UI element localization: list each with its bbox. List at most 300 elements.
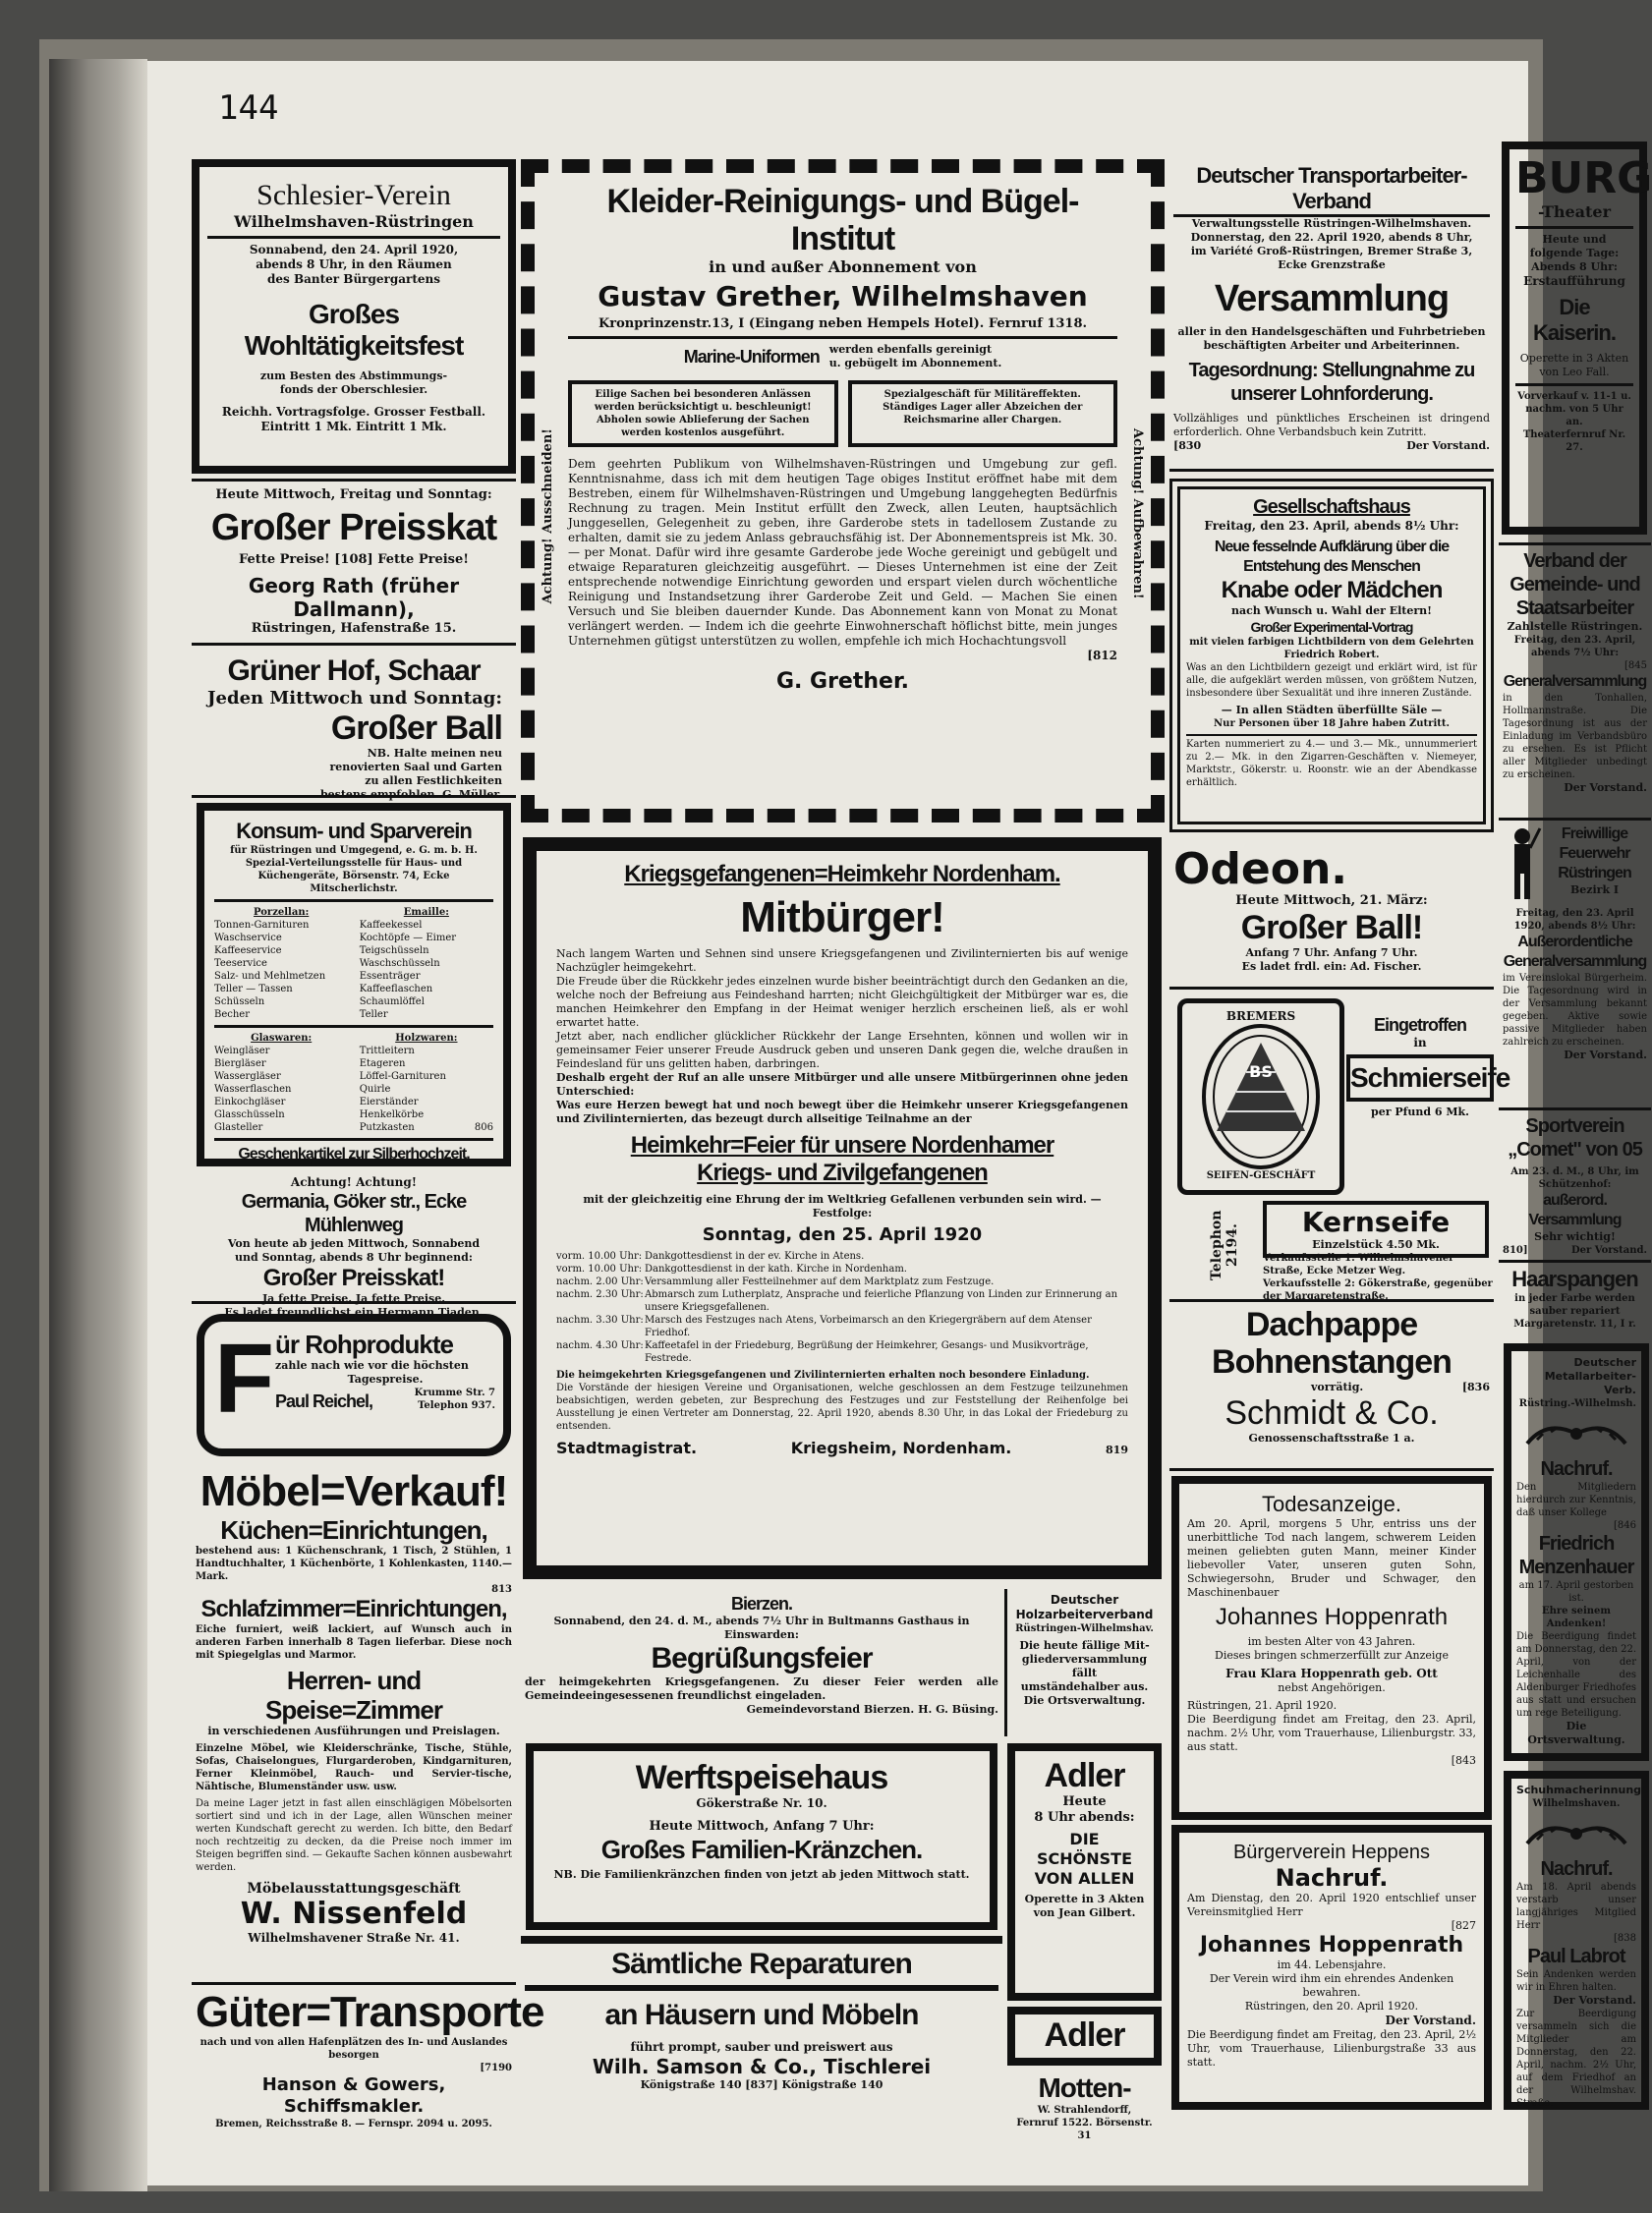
list-item: Schüsseln — [214, 996, 265, 1007]
holzarbeiter-title-1: Deutscher — [1050, 1593, 1119, 1607]
kleider-boxes — [568, 380, 1117, 447]
ad-metallarbeiter — [1504, 1343, 1649, 1761]
gesellschaftshaus-t4: Nur Personen über 18 Jahre haben Zutritt. — [1214, 718, 1450, 729]
ad-rohprodukte — [197, 1314, 511, 1456]
list-item: Kaffeekessel — [359, 920, 423, 931]
ad-sportverein-comet — [1499, 1107, 1651, 1255]
kleider-box1-4: werden kostenlos ausgeführt. — [621, 427, 785, 438]
moebel-ref-1: 813 — [491, 1584, 512, 1595]
moebel-text-2: Eiche furniert, weiß lackiert, auf Wunsch auch in anderen Farben innerhalb 8 Tagen lieferbar. Diese noch mit Spiegelglas und Marmor. — [196, 1624, 512, 1661]
schlesier-program: Reichh. Vortragsfolge. Grosser Festball. — [221, 405, 486, 419]
konsum-sub-1: für Rüstringen und Umgegend, e. G. m. b. H. — [230, 845, 478, 856]
seifen-stores — [1263, 1252, 1494, 1303]
kleider-side-left: Achtung! Ausschneiden! — [541, 428, 555, 604]
reparaturen-text: führt prompt, sauber und preiswert aus — [630, 2040, 893, 2054]
burg-when-2: folgende Tage: — [1529, 247, 1620, 259]
program-text: Kaffeetafel in der Friedeburg, Begrüßung der Heimkehrer, Gesangs- und Musikvorträge, Festrede. — [645, 1340, 1089, 1364]
gueter-address: Bremen, Reichsstraße 8. — Fernspr. 2094 u. 2095. — [215, 2119, 492, 2129]
transport-sub: Verwaltungsstelle Rüstringen-Wilhelmshaven. — [1191, 217, 1472, 230]
buergerverein-text: Am Dienstag, den 20. April 1920 entschlief unser Vereinsmitglied Herr — [1187, 1892, 1476, 1918]
burg-play: Die Kaiserin. — [1533, 295, 1616, 345]
preisskat-address: Rüstringen, Hafenstraße 15. — [251, 621, 457, 636]
nordenham-date: Sonntag, den 25. April 1920 — [702, 1224, 983, 1245]
schuhmacher-honor: Sein Andenken werden wir in Ehren halten. — [1516, 1969, 1636, 1993]
program-time: nachm. 2.30 Uhr: — [556, 1289, 644, 1300]
ad-nordenham-heimkehr — [523, 837, 1162, 1579]
ad-gruener-hof — [192, 651, 516, 801]
ad-gesellschaftshaus — [1169, 479, 1494, 832]
schuhmacher-text: Am 18. April abends verstarb unser langjähriges Mitglied Herr — [1516, 1882, 1636, 1931]
program-text: Marsch des Festzuges nach Atens, Vorbeimarsch an den Kriegergräbern auf dem Atenser Friedhof. — [645, 1315, 1092, 1338]
program-row — [556, 1288, 1128, 1314]
program-row — [556, 1339, 1128, 1365]
ad-holzarbeiter — [1004, 1589, 1162, 1736]
list-item: Waschschüsseln — [359, 958, 440, 969]
list-item: Putzkasten — [359, 1122, 415, 1133]
list-item: Teigschüsseln — [359, 945, 429, 956]
schlesier-place: Wilhelmshaven-Rüstringen — [234, 212, 474, 231]
burg-note-1: Operette in 3 Akten — [1519, 352, 1629, 365]
schlesier-purpose-1: zum Besten des Abstimmungs- — [259, 369, 448, 382]
program-row — [556, 1314, 1128, 1339]
konsum-list-2 — [214, 1032, 493, 1134]
dachpappe-firm: Schmidt & Co. — [1225, 1394, 1439, 1432]
todesanzeige-notice: Dieses bringen schmerzerfüllt zur Anzeige — [1215, 1649, 1449, 1662]
holzarbeiter-text-1: Die heute fällige Mit- — [1019, 1639, 1150, 1652]
feuerwehr-title-1: Freiwillige — [1561, 825, 1628, 842]
adler2-title: Adler — [1044, 2016, 1125, 2054]
schlesier-purpose-2: fonds der Oberschlesier. — [279, 383, 428, 396]
transport-signer: Der Vorstand. — [1406, 439, 1490, 452]
feuerwehr-bezirk: Bezirk I — [1569, 883, 1620, 896]
newspaper-page — [147, 61, 1652, 2185]
adler1-play-1: DIE — [1069, 1830, 1100, 1848]
ad-konsum-verein — [197, 803, 511, 1166]
list-item: Essenträger — [359, 971, 421, 982]
gueter-firm: Hanson & Gowers, Schiffsmakler. — [261, 2074, 446, 2117]
metallarbeiter-title-1: Deutscher — [1573, 1356, 1636, 1369]
feuerwehr-signer: Der Vorstand. — [1564, 1049, 1647, 1061]
ad-werftspeisehaus — [526, 1743, 997, 1930]
program-row — [556, 1263, 1128, 1276]
gesellschaftshaus-h4: Großer Experimental-Vortrag — [1250, 619, 1413, 635]
program-text: Abmarsch zum Lutherplatz, Ansprache und feierliche Pflanzung von Linden zur Erinnerung an unsere Kriegsgefallenen. — [645, 1289, 1118, 1313]
moebel-text-1: bestehend aus: 1 Küchenschrank, 1 Tisch, 2 Stühlen, 1 Handtuchhalter, 1 Küchenbörte, 1 Kohlenkasten, 1140.— Mark. — [196, 1546, 512, 1582]
odeon-title: Odeon. — [1173, 844, 1348, 894]
seifen-price-1: per Pfund 6 Mk. — [1371, 1106, 1469, 1118]
gesellschaftshaus-h2: Knabe oder Mädchen — [1221, 577, 1443, 603]
ad-bierzen — [521, 1589, 1002, 1736]
konsum-head-porzellan: Porzellan: — [254, 907, 310, 918]
seifen-logo-bottom: SEIFEN-GESCHÄFT — [1206, 1170, 1316, 1181]
list-item: Eierständer — [359, 1097, 419, 1107]
ad-adler-1 — [1007, 1743, 1162, 2001]
nordenham-program — [556, 1250, 1128, 1365]
motten-title: Motten- — [1038, 2072, 1131, 2103]
rohprodukte-text — [275, 1330, 495, 1412]
moebel-text-4: Einzelne Möbel, wie Kleiderschränke, Tische, Stühle, Sofas, Chaiselongues, Flurgarderoben, Kindgarnituren, Ferner Kleinmöbel, Rauch- und Servier-tische, Nähtische, Blumenständer usw. usw. — [196, 1743, 512, 1792]
metallarbeiter-title-3: Rüstring.-Wilhelmsh. — [1518, 1398, 1636, 1409]
odeon-when: Heute Mittwoch, 21. März: — [1235, 893, 1428, 908]
transport-line-3: Ecke Grenzstraße — [1278, 258, 1386, 271]
werft-title: Werftspeisehaus — [635, 1759, 888, 1796]
nordenham-p8: Die Vorstände der hiesigen Vereine und Organisationen, welche geschlossen an dem Festzuge teilzunehmen beabsichtigen, werden gebeten, zur Besprechung des Festzuges und zur Feststellung der Reihenfolge bei Ausstellung je einen Vertreter am Donnerstag, 22. April 1920, abends 8.30 Uhr, in das Lokal der Friedeburg zu entsenden. — [556, 1383, 1128, 1432]
ad-preisskat-rath — [192, 479, 516, 646]
list-item: Einkochgläser — [214, 1097, 286, 1107]
dachpappe-t3: vorrätig. — [1311, 1381, 1364, 1393]
list-item: Teller — [359, 1009, 388, 1020]
list-item: Weingläser — [214, 1046, 270, 1056]
nordenham-p4: Deshalb ergeht der Ruf an alle unsere Mitbürger und alle unsere Mitbürgerinnen ohne jeden Unterschied: — [556, 1071, 1128, 1098]
moebel-text-3: in verschiedenen Ausführungen und Preislagen. — [207, 1725, 500, 1737]
divider — [214, 1025, 493, 1028]
seifen-logo-mark: BS — [1249, 1062, 1273, 1081]
verband-ref: [845 — [1624, 660, 1647, 671]
ad-reparaturen — [521, 1936, 1002, 2113]
gruener-hof-when: Jeden Mittwoch und Sonntag: — [207, 688, 502, 709]
program-time: nachm. 3.30 Uhr: — [556, 1315, 644, 1326]
reparaturen-address: Königstraße 140 [837] Königstraße 140 — [640, 2078, 883, 2091]
konsum-footer: Geschenkartikel zur Silberhochzeit. — [238, 1146, 470, 1163]
divider — [568, 336, 1117, 339]
haarspangen-text: in jeder Farbe werden sauber repariert Margaretenstr. 11, I r. — [1513, 1293, 1636, 1330]
kleider-marine-note-2: u. gebügelt im Abonnement. — [828, 357, 1002, 369]
bierzen-line: Sonnabend, den 24. d. M., abends 7½ Uhr in Bultmanns Gasthaus in Einswarden: — [553, 1615, 970, 1641]
reparaturen-sub: an Häusern und Möbeln — [604, 1999, 919, 2031]
transport-who: aller in den Handelsgeschäften und Fuhrbetrieben beschäftigten Arbeiter und Arbeiterinnen. — [1177, 325, 1486, 352]
gruener-hof-title: Grüner Hof, Schaar — [227, 654, 481, 687]
list-item-row — [360, 1121, 493, 1134]
kleider-marine-note-1: werden ebenfalls gereinigt — [828, 343, 993, 356]
kleider-box2-2: Ständiges Lager aller Abzeichen der — [883, 402, 1083, 413]
divider — [214, 899, 493, 902]
list-item: Etageren — [359, 1058, 406, 1069]
schlesier-event: Großes Wohltätigkeitsfest — [244, 299, 464, 361]
ad-germania — [192, 1171, 516, 1319]
transport-title: Deutscher Transportarbeiter-Verband — [1173, 163, 1490, 217]
bierzen-place: Bierzen. — [730, 1594, 793, 1614]
ad-todesanzeige — [1171, 1476, 1492, 1820]
ad-burg-theater — [1502, 142, 1652, 535]
rohprodukte-body — [212, 1324, 495, 1434]
program-time: nachm. 4.30 Uhr: — [556, 1340, 644, 1351]
bierzen-text: der heimgekehrten Kriegsgefangenen. Zu dieser Feier werden alle Gemeindeeingesessenen freundlichst eingeladen. — [525, 1675, 998, 1702]
burg-when-4: Erstaufführung — [1523, 274, 1625, 288]
burg-note-2: von Leo Fall. — [1539, 366, 1610, 378]
burg-sale-1: Vorverkauf v. 11-1 u. — [1517, 391, 1631, 402]
nordenham-p6: mit der gleichzeitig eine Ehrung der im Weltkrieg Gefallenen verbunden sein wird. — Festfolge: — [583, 1193, 1102, 1220]
sportverein-note: Sehr wichtig! — [1534, 1230, 1616, 1243]
metallarbeiter-text: Den Mitgliedern hierdurch zur Kenntnis, daß unser Kollege — [1516, 1482, 1636, 1518]
divider — [1515, 226, 1633, 229]
motten-line: W. Strahlendorff, — [1037, 2105, 1132, 2116]
list-item: Quirle — [359, 1084, 391, 1095]
dachpappe-t2: Bohnenstangen — [1212, 1343, 1452, 1381]
ad-odeon — [1169, 842, 1494, 990]
haarspangen-title: Haarspangen — [1511, 1267, 1638, 1291]
rohprodukte-text-2: Tagespreise. — [347, 1373, 424, 1386]
sportverein-signer: Der Vorstand. — [1570, 1245, 1647, 1256]
wreath-icon — [1517, 1414, 1635, 1453]
todesanzeige-burial: Die Beerdigung findet am Freitag, den 23. April, nachm. 2½ Uhr, vom Trauerhause, Lilienburgstr. 33, aus statt. — [1187, 1713, 1476, 1753]
gesellschaftshaus-t5: Karten nummeriert zu 4.— und 3.— Mk., unnummeriert zu 2.— Mk. in den Zigarren-Geschäften v. Niemeyer, Marktstr., Gökerstr. u. Roonstr. wie an der Abendkasse erhältlich. — [1186, 734, 1477, 789]
schlesier-line-2: abends 8 Uhr, in den Räumen — [256, 257, 452, 271]
preisskat-host: Georg Rath (früher Dallmann), — [248, 574, 460, 621]
holzarbeiter-title-3: Rüstringen-Wilhelmshav. — [1015, 1623, 1154, 1634]
nordenham-head: Kriegsgefangenen=Heimkehr Nordenham. — [624, 861, 1060, 887]
bierzen-event: Begrüßungsfeier — [651, 1642, 873, 1674]
gesellschaftshaus-t3: — In allen Städten überfüllte Säle — — [1221, 704, 1443, 716]
odeon-times: Anfang 7 Uhr. Anfang 7 Uhr. — [1245, 946, 1418, 959]
kleider-owner: Gustav Grether, Wilhelmshaven — [598, 280, 1088, 312]
holzarbeiter-signer: Die Ortsverwaltung. — [1023, 1694, 1146, 1707]
program-time: vorm. 10.00 Uhr: — [556, 1264, 643, 1275]
werft-address: Gökerstraße Nr. 10. — [696, 1796, 827, 1810]
program-row — [556, 1250, 1128, 1263]
feuerwehr-title-3: Rüstringen — [1558, 865, 1631, 881]
konsum-sub-2: Spezial-Verteilungsstelle für Haus- und — [245, 858, 463, 869]
feuerwehr-when: Freitag, den 23. April 1920, abends 8½ Uhr: — [1513, 908, 1636, 932]
werft-event: Großes Familien-Kränzchen. — [600, 1835, 923, 1864]
moebel-firm: W. Nissenfeld — [240, 1897, 468, 1931]
metallarbeiter-honor: Ehre seinem Andenken! — [1541, 1606, 1611, 1629]
metallarbeiter-nachruf: Nachruf. — [1540, 1458, 1613, 1480]
ad-buergerverein-heppens — [1171, 1825, 1492, 2110]
list-item: Kaffeeflaschen — [359, 984, 433, 994]
gesellschaftshaus-when: Freitag, den 23. April, abends 8½ Uhr: — [1204, 519, 1459, 533]
list-item: Kochtöpfe — Eimer — [359, 933, 457, 943]
ad-freiwillige-feuerwehr — [1499, 818, 1651, 1103]
gesellschaftshaus-h3: nach Wunsch u. Wahl der Eltern! — [1230, 604, 1433, 617]
kleider-box1-3: Abholen sowie Ablieferung der Sachen — [596, 415, 810, 426]
nordenham-signers — [556, 1439, 1128, 1458]
buergerverein-dateline: Rüstringen, den 20. April 1920. — [1244, 2000, 1419, 2013]
adler1-note-2: von Jean Gilbert. — [1033, 1906, 1136, 1919]
gesellschaftshaus-title: Gesellschaftshaus — [1253, 496, 1410, 518]
seifen-store-1: Verkaufsstelle 1: Wilhelmshavener Straße, Ecke Metzer Weg. — [1263, 1253, 1454, 1277]
metallarbeiter-signer: Die Ortsverwaltung. — [1527, 1720, 1625, 1746]
werft-note: NB. Die Familienkränzchen finden von jetzt ab jeden Mittwoch statt. — [553, 1868, 970, 1881]
dachpappe-ref: [836 — [1461, 1381, 1490, 1393]
konsum-sub-3: Küchengeräte, Börsenstr. 74, Ecke Mitscherlichstr. — [257, 871, 450, 894]
moebel-heading-1: Küchen=Einrichtungen, — [220, 1515, 487, 1545]
schuhmacher-title-2: Wilhelmshaven. — [1532, 1798, 1621, 1809]
moebel-address: Wilhelmshavener Straße Nr. 41. — [248, 1931, 460, 1945]
adler1-title: Adler — [1044, 1757, 1125, 1794]
divider — [207, 236, 500, 239]
gruener-hof-note: NB. Halte meinen neu renovierten Saal und Garten zu allen Festlichkeiten bestens empfohlen. G. Müller. — [319, 747, 502, 801]
kleider-box2-3: Reichsmarine aller Chargen. — [903, 415, 1062, 426]
seifen-arrived-2: in — [1413, 1036, 1427, 1050]
germania-prizes: Ja fette Preise. Ja fette Preise. — [261, 1292, 446, 1305]
buergerverein-signer: Der Vorstand. — [1385, 2014, 1476, 2027]
rohprodukte-contact — [275, 1387, 495, 1412]
schuhmacher-nachruf: Nachruf. — [1540, 1858, 1613, 1880]
rohprodukte-text-1: zahle nach wie vor die höchsten — [275, 1359, 469, 1372]
rohprodukte-initial: F — [213, 1324, 274, 1434]
burg-when-3: Abends 8 Uhr: — [1531, 260, 1618, 273]
todesanzeige-ref: [843 — [1451, 1754, 1476, 1767]
ad-adler-2 — [1007, 2007, 1162, 2066]
adler1-when-2: 8 Uhr abends: — [1034, 1810, 1135, 1825]
divider — [1515, 383, 1633, 386]
seifen-kernseife-box — [1263, 1201, 1489, 1258]
kleider-ref: [812 — [1087, 649, 1117, 662]
reparaturen-title: Sämtliche Reparaturen — [525, 1948, 998, 1991]
ad-dachpappe — [1169, 1299, 1494, 1471]
todesanzeige-age: im besten Alter von 43 Jahren. — [1247, 1635, 1416, 1648]
kleider-sub: in und außer Abonnement von — [709, 257, 977, 276]
nordenham-signer-1: Stadtmagistrat. — [556, 1439, 698, 1457]
metallarbeiter-name-2: Menzenhauer — [1518, 1557, 1634, 1578]
burg-title: BURG — [1515, 153, 1652, 203]
todesanzeige-name: Johannes Hoppenrath — [1215, 1604, 1449, 1630]
dachpappe-t1: Dachpappe — [1245, 1306, 1418, 1343]
seifen-store-2: Verkaufsstelle 2: Gökerstraße, gegenüber der Margaretenstraße. — [1263, 1278, 1493, 1302]
transport-line-2: im Variété Groß-Rüstringen, Bremer Straße 3, — [1190, 245, 1473, 257]
list-item: Tonnen-Garnituren — [214, 920, 310, 931]
kleider-box-1 — [568, 380, 838, 447]
konsum-col-holzwaren — [360, 1032, 493, 1134]
kleider-marine-note — [829, 343, 1002, 370]
konsum-col-porzellan — [214, 906, 348, 1021]
sportverein-event: außerord. Versammlung — [1528, 1192, 1622, 1228]
transport-line-1: Donnerstag, den 22. April 1920, abends 8 Uhr, — [1190, 231, 1473, 244]
list-item: Becher — [214, 1009, 251, 1020]
buergerverein-ref: [827 — [1451, 1919, 1476, 1932]
todesanzeige-signer-2: nebst Angehörigen. — [1278, 1681, 1386, 1694]
program-row — [556, 1276, 1128, 1288]
gueter-text: nach und von allen Hafenplätzen des In- und Auslandes besorgen — [199, 2037, 508, 2061]
werft-when: Heute Mittwoch, Anfang 7 Uhr: — [649, 1819, 875, 1834]
sportverein-title: Sportverein „Comet" von 05 — [1508, 1115, 1642, 1161]
feuerwehr-titles — [1542, 824, 1647, 897]
list-item: Wasserflaschen — [214, 1084, 292, 1095]
verband-title: Verband der Gemeinde- und Staatsarbeiter — [1510, 550, 1640, 619]
adler1-when-1: Heute — [1062, 1794, 1107, 1809]
verband-signer: Der Vorstand. — [1564, 781, 1647, 794]
moebel-heading-2: Schlafzimmer=Einrichtungen, — [200, 1596, 507, 1622]
rohprodukte-phone: Telephon 937. — [418, 1400, 495, 1411]
germania-invite: Es ladet freundlichst ein Hermann Tjaden. — [224, 1306, 484, 1319]
nordenham-ref: 819 — [1106, 1444, 1128, 1456]
buergerverein-age: im 44. Lebensjahre. — [1277, 1958, 1387, 1971]
gueter-title: Güter=Transporte — [196, 1988, 544, 2036]
todesanzeige-signer-1: Frau Klara Hoppenrath geb. Ott — [1225, 1667, 1438, 1680]
germania-line-1: Von heute ab jeden Mittwoch, Sonnabend — [227, 1237, 481, 1250]
ad-haarspangen — [1499, 1260, 1651, 1338]
feuerwehr-text: im Vereinslokal Bürgerheim. Die Tagesordnung wird in der Versammlung bekannt gegeben. Aktive sowie passive Mitglieder haben zahlreich zu erscheinen. — [1503, 973, 1647, 1048]
soap-logo-icon — [1182, 1003, 1339, 1190]
konsum-title: Konsum- und Sparverein — [236, 819, 472, 843]
metallarbeiter-died: am 17. April gestorben ist. — [1518, 1580, 1634, 1604]
adler1-note-1: Operette in 3 Akten — [1024, 1893, 1145, 1905]
feuerwehr-event: Außerordentliche Generalversammlung — [1503, 934, 1647, 970]
kleider-body: Dem geehrten Publikum von Wilhelmshaven-Rüstringen und Umgebung zur gefl. Kenntnisnahme, dass ich mit dem heutigen Tage obiges Institut eröffnet habe mit dem Bestreben, einem für Wilhelmshaven-Rüstringen und Umgebung langgehegten Bedürfnis Rechnung zu tragen. Mein Institut erfüllt den Zweck, allen Leuten, hauptsächlich Junggesellen, Gelegenheit zu geben, ihre Garderobe stets in tadellosem Zustande zu erhalten, damit sie zu jedem Anlass gebrauchsfähig ist. Der Abonnementspreis ist Mk. 30.— per Monat. Dafür wird ihre gesamte Garderobe jede Woche gereinigt und gebügelt und etwaige Reparaturen gleichzeitig ausgeführt. — Dieses Unternehmen ist eine der Zeit entsprechende notwendige Einrichtung geworden und erspart vielen durch wöchentliche Reinigung und Instandsetzung ihrer Garderobe Zeit und Geld. — Machen Sie einen Versuch und Sie bleiben dauernder Kunde. Das Abonnement kann von Monat zu Monat verlängert werden. — Indem ich die geehrte Einwohnerschaft höflichst bitte, mein junges Unternehmen gütigst unterstützen zu wollen, empfehle ich mich Hochachtungsvoll — [568, 457, 1117, 648]
ad-moebel-verkauf — [192, 1464, 516, 1975]
germania-attention: Achtung! Achtung! — [290, 1175, 418, 1189]
konsum-head-emaille: Emaille: — [403, 907, 449, 918]
divider — [214, 1138, 493, 1141]
moebel-title: Möbel=Verkauf! — [199, 1467, 508, 1515]
kleider-side-right: Achtung! Aufbewahren! — [1130, 428, 1145, 599]
germania-event: Großer Preisskat! — [262, 1265, 445, 1291]
transport-footer — [1173, 439, 1490, 453]
todesanzeige-dateline: Rüstringen, 21. April 1920. — [1187, 1699, 1338, 1712]
metallarbeiter-name-1: Friedrich — [1538, 1533, 1615, 1555]
germania-title: Germania, Göker str., Ecke Mühlenweg — [241, 1191, 467, 1236]
metallarbeiter-title-2: Metallarbeiter-Verb. — [1544, 1370, 1636, 1396]
nordenham-event-1: Heimkehr=Feier für unsere Nordenhamer — [630, 1132, 1054, 1159]
gruener-hof-event: Großer Ball — [330, 709, 502, 747]
rohprodukte-title: ür Rohprodukte — [275, 1330, 453, 1359]
adler1-play-3: VON ALLEN — [1034, 1869, 1135, 1888]
ad-schlesier-verein — [192, 159, 516, 474]
schlesier-line-3: des Banter Bürgergartens — [267, 272, 440, 286]
schlesier-title: Schlesier-Verein — [256, 179, 451, 211]
list-item: Henkelkörbe — [359, 1109, 425, 1120]
motten-address: Fernruf 1522. Börsenstr. 31 — [1016, 2118, 1153, 2141]
kleider-title: Kleider-Reinigungs- und Bügel-Institut — [606, 183, 1079, 257]
kleider-marine-row — [568, 343, 1117, 370]
list-item: Glasteller — [214, 1122, 263, 1133]
moebel-text-5: Da meine Lager jetzt in fast allen einschlägigen Möbelsorten sortiert sind und ich in der Lage, allen Wünschen meiner werten Kundschaft gerecht zu werden. Ich bitte, den Bedarf noch rechtzeitig zu decken, da die Preise noch immer im Steigen begriffen sind. — Gekaufte Sachen können ausbewahrt werden. — [196, 1798, 512, 1873]
seifen-phone: Telephon 2194. — [1209, 1210, 1240, 1280]
kleider-address: Kronprinzenstr.13, I (Eingang neben Hempels Hotel). Fernruf 1318. — [598, 316, 1088, 331]
ad-verband-gemeindearbeiter — [1499, 542, 1651, 813]
odeon-invite: Es ladet frdl. ein: Ad. Fischer. — [1241, 960, 1422, 973]
transport-ref: [830 — [1173, 439, 1202, 452]
list-item: Wassergläser — [214, 1071, 281, 1082]
seifen-logo-top: BREMERS — [1225, 1009, 1296, 1023]
preisskat-title: Großer Preisskat — [210, 507, 497, 548]
metallarbeiter-burial: Die Beerdigung findet am Donnerstag, den 22. April, von der Leichenhalle des Aldenburger Friedhofes aus statt und ersuchen um rege Beteiligung. — [1516, 1631, 1636, 1719]
moebel-firm-label: Möbelausstattungsgeschäft — [247, 1881, 461, 1897]
schuhmacher-ref: [838 — [1614, 1933, 1636, 1944]
reparaturen-firm: Wilh. Samson & Co., Tischlerei — [592, 2055, 932, 2078]
konsum-col-glaswaren — [214, 1032, 348, 1134]
list-item: Löffel-Garnituren — [359, 1071, 446, 1082]
odeon-event: Großer Ball! — [1240, 909, 1423, 946]
holzarbeiter-text-3: umständehalber aus. — [1020, 1680, 1149, 1693]
program-time: vorm. 10.00 Uhr: — [556, 1251, 643, 1262]
program-text: Dankgottesdienst in der ev. Kirche in Atens. — [645, 1251, 865, 1262]
ad-seifengeschaeft — [1169, 994, 1510, 1302]
dachpappe-address: Genossenschaftsstraße 1 a. — [1248, 1432, 1415, 1445]
holzarbeiter-text-2: gliederversammlung fällt — [1021, 1653, 1148, 1679]
nordenham-title: Mitbürger! — [740, 893, 944, 941]
adler1-play-2: SCHÖNSTE — [1036, 1849, 1132, 1868]
buergerverein-burial: Die Beerdigung findet am Freitag, den 23. April, 2½ Uhr, vom Trauerhause, Lilienburgstraße 33 aus statt. — [1187, 2028, 1476, 2069]
list-item: Glasschüsseln — [214, 1109, 285, 1120]
nordenham-p7: Die heimgekehrten Kriegsgefangenen und Zivilinternierten erhalten noch besondere Einladung. — [556, 1370, 1090, 1381]
seifen-product-2: Kernseife — [1301, 1206, 1451, 1238]
metallarbeiter-ref: [846 — [1614, 1520, 1636, 1531]
gesellschaftshaus-t1: mit vielen farbigen Lichtbildern von dem Gelehrten Friedrich Robert. — [1189, 637, 1474, 660]
schuhmacher-name: Paul Labrot — [1527, 1946, 1625, 1967]
konsum-head-holzwaren: Holzwaren: — [395, 1033, 458, 1044]
kleider-box-2 — [848, 380, 1118, 447]
transport-agenda: Tagesordnung: Stellungnahme zu unserer Lohnforderung. — [1188, 360, 1475, 405]
firefighter-icon — [1503, 824, 1542, 903]
preisskat-prizes: Fette Preise! [108] Fette Preise! — [239, 552, 469, 567]
seifen-logo — [1177, 998, 1344, 1195]
book-binding — [49, 59, 147, 2191]
burg-sub: -Theater — [1537, 202, 1612, 221]
list-item: Schaumlöffel — [359, 996, 425, 1007]
ad-gueter-transporte — [192, 1982, 544, 2129]
sportverein-ref: 810] — [1503, 1245, 1528, 1256]
